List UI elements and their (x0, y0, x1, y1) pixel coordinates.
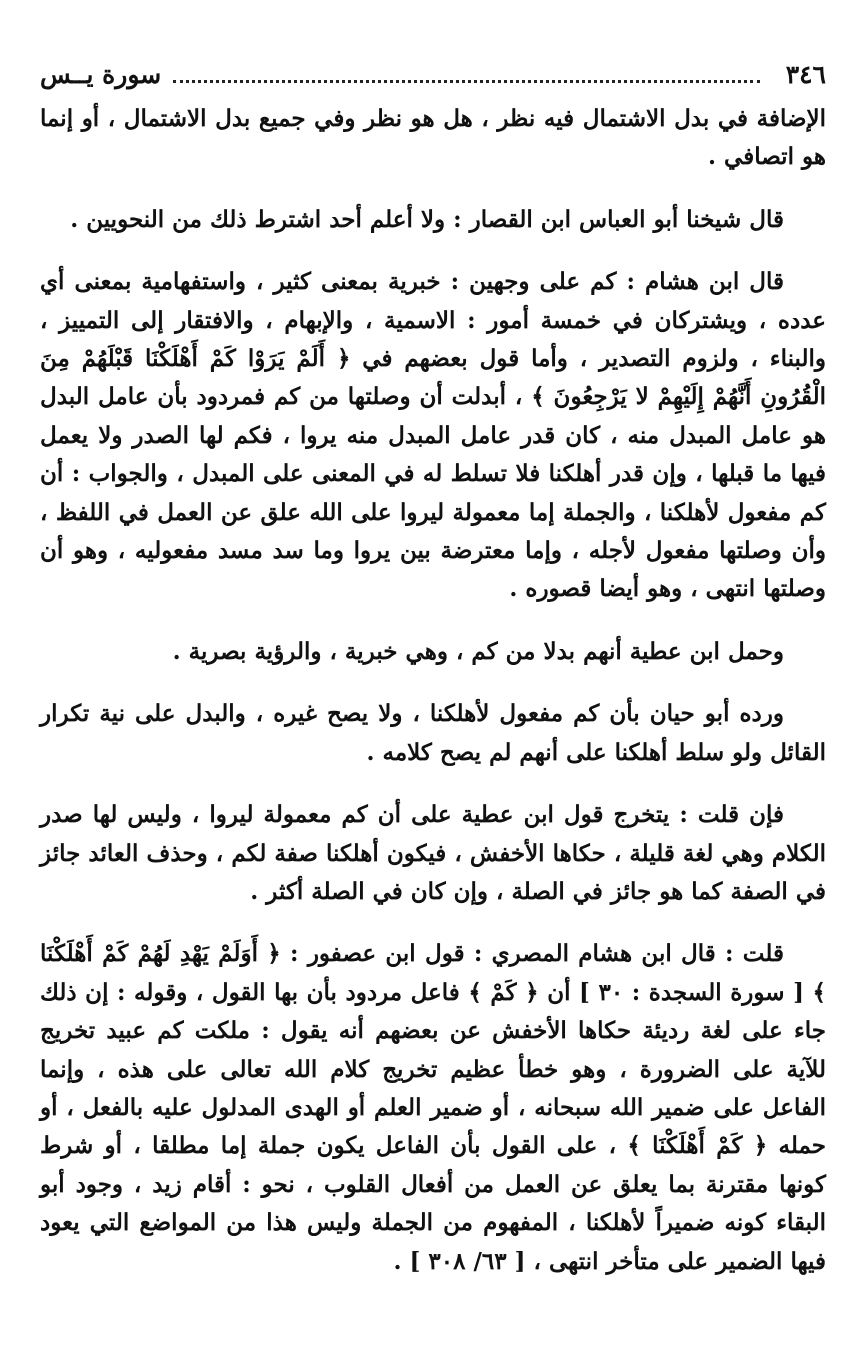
paragraph-3: قال ابن هشام : كم على وجهين : خبرية بمعنى كثير ، واستفهامية بمعنى أي عدده ، ويشتركان في خمسة أمور : الاسمية ، والإبهام ، والافتقار إلى التمييز ، والبناء ، ولزوم التصدير ، وأما قول بعضهم في ﴿ أَلَمْ يَرَوْا كَمْ أَهْلَكْنَا قَبْلَهُمْ مِنَ الْقُرُونِ أَنَّهُمْ إِلَيْهِمْ لا يَرْجِعُونَ ﴾ ، أبدلت أن وصلتها من كم فمردود بأن عامل البدل هو عامل المبدل منه ، كان قدر عامل المبدل منه يروا ، فكم لها الصدر ولا يعمل فيها ما قبلها ، وإن قدر أهلكنا فلا تسلط له في المعنى على المبدل ، والجواب : أن كم مفعول لأهلكنا ، والجملة إما معمولة ليروا على الله علق عن العمل في اللفظ ، وأن وصلتها مفعول لأجله ، وإما معترضة بين يروا وما سد مسد مفعوليه ، وهو أن وصلتها انتهى ، وهو أيضا قصوره . (40, 268, 827, 603)
page-header (40, 60, 826, 100)
paragraph-5: ورده أبو حيان بأن كم مفعول لأهلكنا ، ولا يصح غيره ، والبدل على نية تكرار القائل ولو سلط أهلكنا على أنهم لم يصح كلامه . (40, 700, 826, 766)
paragraph-7: قلت : قال ابن هشام المصري : قول ابن عصفور : ﴿ أَوَلَمْ يَهْدِ لَهُمْ كَمْ أَهْلَكْنَا ﴾ [ سورة السجدة : ٣٠ ] أن ﴿ كَمْ ﴾ فاعل مردود بأن بها القول ، وقوله : إن ذلك جاء على لغة رديئة حكاها الأخفش عن بعضهم أنه يقول : ملكت كم عبيد تخريج للآية على الضرورة ، وهو خطأ عظيم تخريج كلام الله تعالى على هذه ، وإنما الفاعل على ضمير الله سبحانه ، أو ضمير العلم أو الهدى المدلول عليه بالفعل ، أو حمله ﴿ كَمْ أَهْلَكْنَا ﴾ ، على القول بأن الفاعل يكون جملة إما مطلقا ، أو شرط كونها مقترنة بما يعلق عن العمل من أفعال القلوب ، نحو : أقام زيد ، وجود أبو البقاء كونه ضميراً لأهلكنا ، المفهوم من الجملة وليس هذا من المواضع التي يعود فيها الضمير على متأخر انتهى ، [ ٦٣/ ٣٠٨ ] . (40, 940, 826, 1275)
paragraph-gap (40, 239, 826, 263)
paragraph-6: فإن قلت : يتخرج قول ابن عطية على أن كم معمولة ليروا ، وليس لها صدر الكلام وهي لغة قليلة ، حكاها الأخفش ، فيكون أهلكنا صفة لكم ، وحذف العائد جائز في الصفة كما هو جائز في الصلة ، وإن كان في الصلة أكثر . (40, 801, 826, 905)
paragraph-4: وحمل ابن عطية أنهم بدلا من كم ، وهي خبرية ، والرؤية بصرية . (172, 637, 784, 665)
paragraph-1: الإضافة في بدل الاشتمال فيه نظر ، هل هو نظر وفي جميع بدل الاشتمال ، أو إنما هو اتصافي . (40, 105, 826, 171)
paragraph-2: قال شيخنا أبو العباس ابن القصار : ولا أعلم أحد اشترط ذلك من النحويين . (70, 205, 784, 233)
page-number: ٣٤٦ (785, 60, 826, 89)
paragraph-gap (40, 609, 826, 633)
paragraph-gap (40, 911, 826, 935)
paragraph-gap (40, 177, 826, 201)
paragraph-gap (40, 671, 826, 695)
header-dotted-leader (173, 66, 759, 83)
paragraph-gap (40, 772, 826, 796)
surah-title: سورة يــس (40, 60, 162, 89)
